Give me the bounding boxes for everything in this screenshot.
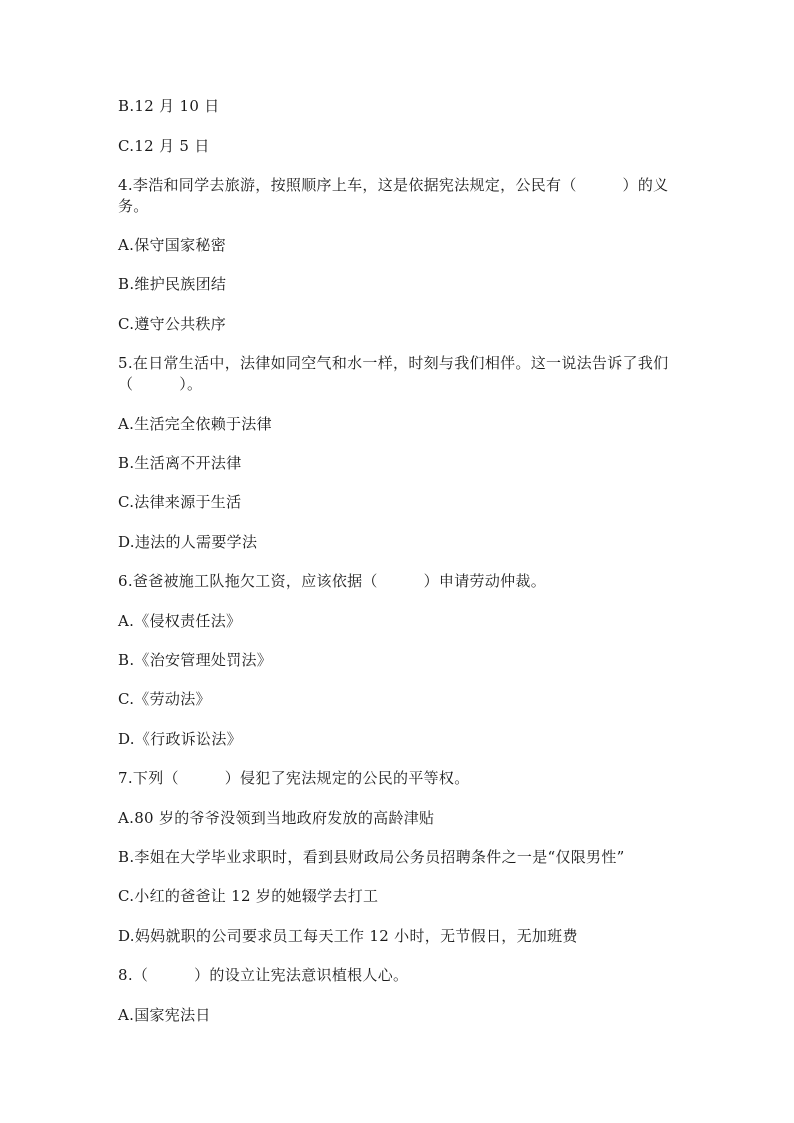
option-a-q5: A.生活完全依赖于法律 [118, 415, 272, 433]
option-b-q7: B.李姐在大学毕业求职时，看到县财政局公务员招聘条件之一是“仅限男性” [118, 848, 625, 866]
option-b-q3: B.12 月 10 日 [118, 97, 220, 115]
option-c-q7: C.小红的爸爸让 12 岁的她辍学去打工 [118, 887, 379, 905]
option-c-q5: C.法律来源于生活 [118, 493, 242, 511]
option-b-q6: B.《治安管理处罚法》 [118, 651, 273, 669]
option-a-q6: A.《侵权责任法》 [118, 612, 242, 630]
question-8: 8.（ ）的设立让宪法意识植根人心。 [118, 966, 409, 984]
option-b-q5: B.生活离不开法律 [118, 454, 242, 472]
option-d-q7: D.妈妈就职的公司要求员工每天工作 12 小时，无节假日，无加班费 [118, 927, 578, 945]
option-d-q5: D.违法的人需要学法 [118, 533, 258, 551]
question-4: 4.李浩和同学去旅游，按照顺序上车，这是依据宪法规定，公民有（ ）的义务。 [118, 176, 669, 215]
option-d-q6: D.《行政诉讼法》 [118, 730, 242, 748]
option-c-q6: C.《劳动法》 [118, 690, 211, 708]
option-b-q4: B.维护民族团结 [118, 275, 227, 293]
option-a-q4: A.保守国家秘密 [118, 236, 227, 254]
question-7: 7.下列（ ）侵犯了宪法规定的公民的平等权。 [118, 769, 470, 787]
option-a-q7: A.80 岁的爷爷没领到当地政府发放的高龄津贴 [118, 809, 435, 827]
option-a-q8: A.国家宪法日 [118, 1006, 211, 1024]
question-5: 5.在日常生活中，法律如同空气和水一样，时刻与我们相伴。这一说法告诉了我们（ ）。 [118, 354, 669, 393]
question-6: 6.爸爸被施工队拖欠工资，应该依据（ ）申请劳动仲裁。 [118, 572, 547, 590]
option-c-q4: C.遵守公共秩序 [118, 315, 227, 333]
option-c-q3: C.12 月 5 日 [118, 137, 210, 155]
